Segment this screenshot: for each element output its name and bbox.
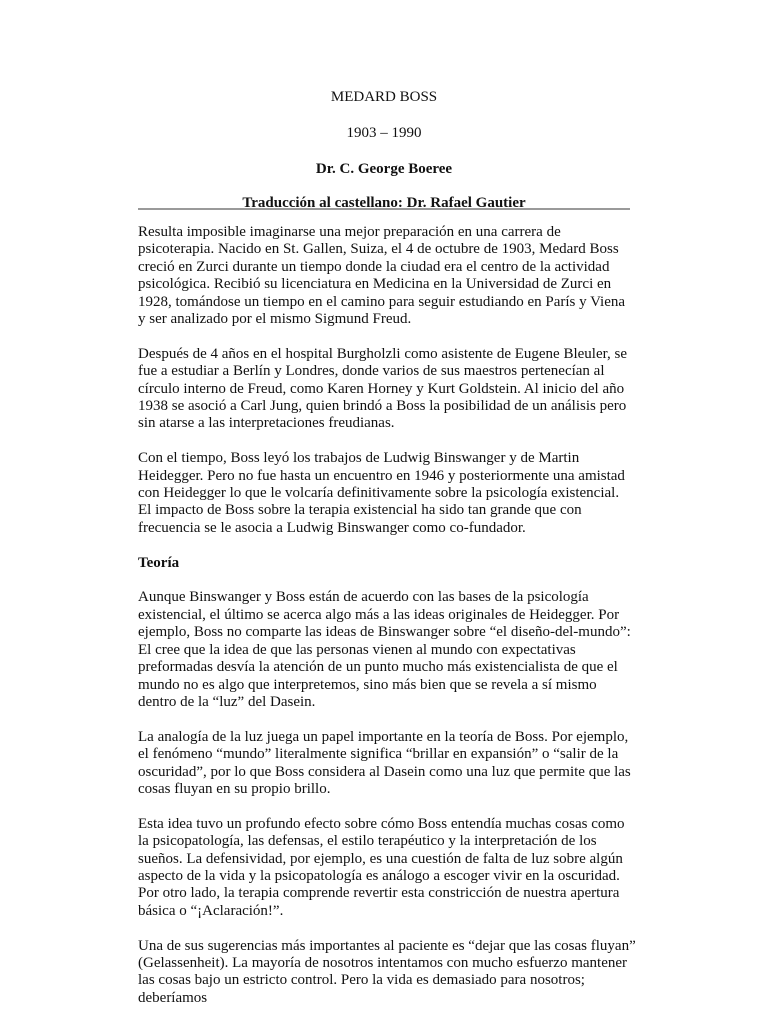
paragraph: La analogía de la luz juega un papel importante en la teoría de Boss. Por ejemplo, el fenómeno “mundo” literalmente significa “brillar en expansión” o “salir de la oscuridad”, por lo que Boss considera al Dasein como una luz que permite que las cosas fluyan en su propio brillo.: [138, 728, 631, 797]
section-heading: Teoría: [138, 554, 180, 571]
author-name: Dr. C. George Boeree: [315, 161, 453, 177]
horizontal-rule: [138, 208, 630, 210]
paragraph: Una de sus sugerencias más importantes al paciente es “dejar que las cosas fluyan” (Gelassenheit). La mayoría de nosotros intentamos con mucho esfuerzo mantener las cosas bajo un estricto control. Pero la vida es demasiado para nosotros; deberíamos: [138, 937, 636, 1006]
paragraph: Con el tiempo, Boss leyó los trabajos de Ludwig Binswanger y de Martin Heidegger. Pero no fue hasta un encuentro en 1946 y posteriormente una amistad con Heidegger lo que le volcaría definitivamente sobre la psicología existencial. El impacto de Boss sobre la terapia existencial ha sido tan grande que con frecuencia se le asocia a Ludwig Binswanger como co-fundador.: [138, 450, 625, 536]
paragraph: Aunque Binswanger y Boss están de acuerdo con las bases de la psicología existencial, el último se acerca algo más a las ideas originales de Heidegger. Por ejemplo, Boss no comparte las ideas de Binswanger sobre “el diseño-del-mundo”: El cree que la idea de que las personas vienen al mundo con expectativas preformadas desvía la atención de un punto mucho más existencialista de que el mundo no es algo que interpretemos, sino más bien que se revela a sí mismo dentro de la “luz” del Dasein.: [138, 589, 631, 710]
document-body: [138, 224, 636, 1025]
translation-credit: Traducción al castellano: Dr. Rafael Gautier: [242, 195, 526, 211]
paragraph: Resulta imposible imaginarse una mejor preparación en una carrera de psicoterapia. Nacido en St. Gallen, Suiza, el 4 de octubre de 1903, Medard Boss creció en Zurci durante un tiempo donde la ciudad era el centro de la actividad psicológica. Recibió su licenciatura en Medicina en la Universidad de Zurci en 1928, tomándose un tiempo en el camino para seguir estudiando en París y Viena y ser analizado por el mismo Sigmund Freud.: [138, 224, 626, 328]
paragraph: Esta idea tuvo un profundo efecto sobre cómo Boss entendía muchas cosas como la psicopatología, las defensas, el estilo terapéutico y la interpretación de los sueños. La defensividad, por ejemplo, es una cuestión de falta de luz sobre algún aspecto de la vida y la psicopatología es análogo a escoger vivir en la oscuridad. Por otro lado, la terapia comprende revertir esta constricción de nuestra apertura básica o “¡Aclaración!”.: [138, 815, 625, 919]
life-years: 1903 – 1990: [346, 125, 422, 141]
paragraph: Después de 4 años en el hospital Burgholzli como asistente de Eugene Bleuler, se fue a estudiar a Berlín y Londres, donde varios de sus maestros pertenecían al círculo interno de Freud, como Karen Horney y Kurt Goldstein. Al inicio del año 1938 se asoció a Carl Jung, quien brindó a Boss la posibilidad de un análisis pero sin atarse a las interpretaciones freudianas.: [138, 345, 628, 432]
document-title: MEDARD BOSS: [330, 89, 438, 105]
